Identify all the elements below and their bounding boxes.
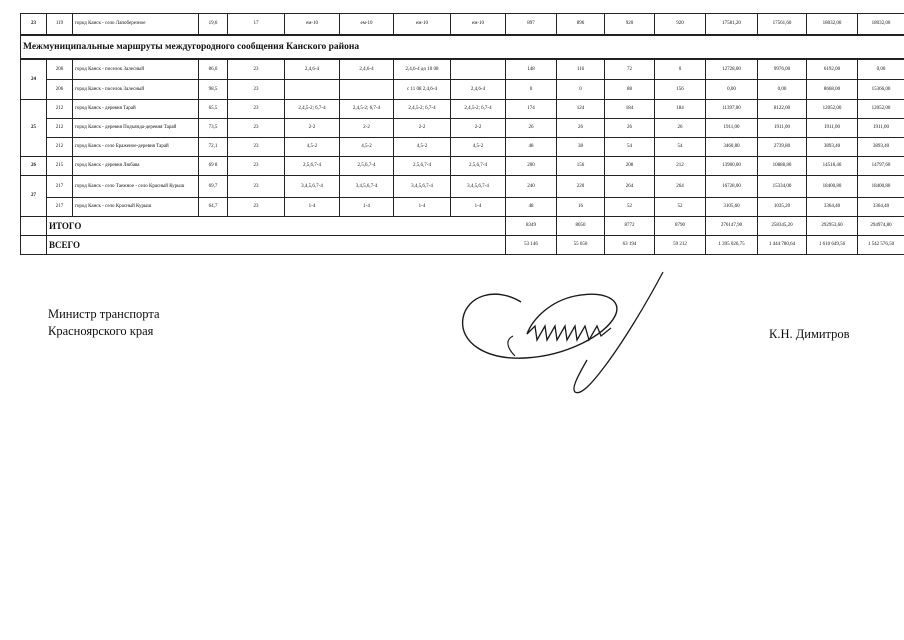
route-number: 215 [47,157,73,176]
schedule-cell: 3,4,5,6,7-4 [285,176,340,198]
route-number: 206 [47,80,73,100]
route-length: 72,1 [199,138,228,157]
schedule-cell [285,80,340,100]
route-number: 212 [47,100,73,119]
route-length: 69,7 [199,176,228,198]
schedule-cell: 2,5,6,7-4 [340,157,394,176]
trips-cell: 0 [506,80,557,100]
mileage-cell: 18032,00 [807,14,858,36]
row-number: 26 [21,157,47,176]
trips-cell: 52 [655,198,706,217]
seat-count: 23 [228,100,285,119]
route-length: 69 8 [199,157,228,176]
grand-trips-cell: 53 146 [506,236,557,255]
mileage-cell: 17561,60 [758,14,807,36]
mileage-cell: 3364,40 [858,198,904,217]
grand-trips-cell: 59 212 [655,236,706,255]
grand-trips-cell: 55 650 [557,236,605,255]
handwritten-signature [455,270,680,398]
schedule-cell: 2,4,6-4 [340,59,394,80]
route-name: город Канск - деревня Любава [73,157,199,176]
route-number: 206 [47,59,73,80]
mileage-cell: 1911,00 [858,119,904,138]
trips-cell: 184 [655,100,706,119]
mileage-cell: 3105,60 [706,198,758,217]
total-mileage-cell: 292953,60 [807,217,858,236]
mileage-cell: 1911,00 [807,119,858,138]
mileage-cell: 8668,00 [807,80,858,100]
route-length: 19,6 [199,14,228,36]
empty-cell [21,236,47,255]
mileage-cell: 0,00 [858,59,904,80]
mileage-cell: 3460,80 [706,138,758,157]
total-trips-cell: 8790 [655,217,706,236]
seat-count: 23 [228,157,285,176]
trips-cell: 897 [506,14,557,36]
mileage-cell: 14797,60 [858,157,904,176]
seat-count: 23 [228,59,285,80]
schedule-cell: ем-10 [340,14,394,36]
grand-mileage-cell: 1 444 780,64 [758,236,807,255]
seat-count: 23 [228,119,285,138]
minister-title-line: Министр транспорта [48,307,160,321]
mileage-cell: 3893,40 [807,138,858,157]
schedule-cell: 3,4,5,6,7-4 [451,176,506,198]
trips-cell: 200 [506,157,557,176]
schedule-cell: 2-2 [340,119,394,138]
route-name: город Канск - село Таежное - село Красный Курыш [73,176,199,198]
table-row [21,157,904,176]
trips-cell: 88 [605,80,655,100]
schedule-cell [340,80,394,100]
mileage-cell: 18400,80 [858,176,904,198]
trips-cell: 184 [605,100,655,119]
trips-cell: 264 [655,176,706,198]
table-row [21,176,904,198]
grand-trips-cell: 63 194 [605,236,655,255]
trips-cell: 26 [605,119,655,138]
seat-count: 23 [228,80,285,100]
mileage-cell: 2739,80 [758,138,807,157]
schedule-cell: 2,5,6,7-4 [285,157,340,176]
schedule-cell: ем-10 [394,14,451,36]
minister-title-line: Красноярского края [48,324,154,338]
mileage-cell: 15334,00 [758,176,807,198]
trips-cell: 116 [557,59,605,80]
schedule-cell: 4,5-2 [340,138,394,157]
mileage-cell: 17581,20 [706,14,758,36]
trips-cell: 54 [605,138,655,157]
schedule-cell: 2,4,5-2; 6,7-4 [451,100,506,119]
total-mileage-cell: 276147,90 [706,217,758,236]
mileage-cell: 9976,00 [758,59,807,80]
trips-cell: 0 [557,80,605,100]
schedule-cell: 2,4,6-4 до 10 08 [394,59,451,80]
total-mileage-cell: 258345,20 [758,217,807,236]
section-header-row [21,35,904,59]
schedule-cell: 1-4 [285,198,340,217]
trips-cell: 220 [557,176,605,198]
grand-mileage-cell: 1 542 576,50 [858,236,904,255]
mileage-cell: 12052,00 [807,100,858,119]
route-number: 217 [47,198,73,217]
schedule-cell: 2,4,6-4 [285,59,340,80]
route-length: 98,5 [199,80,228,100]
schedule-cell: ем-10 [285,14,340,36]
mileage-cell: 1911,00 [706,119,758,138]
mileage-cell: 1911,00 [758,119,807,138]
total-trips-cell: 8050 [557,217,605,236]
trips-cell: 26 [506,119,557,138]
minister-title [48,306,160,340]
trips-cell: 48 [506,138,557,157]
schedule-cell: ем-10 [451,14,506,36]
grand-mileage-cell: 1 610 649,56 [807,236,858,255]
schedule-cell: 2,5,6,7-4 [394,157,451,176]
trips-cell: 54 [655,138,706,157]
table-row [21,59,904,80]
schedule-cell: 1-4 [451,198,506,217]
mileage-cell: 14518,40 [807,157,858,176]
mileage-cell: 12052,00 [858,100,904,119]
trips-cell: 0 [655,59,706,80]
trips-cell: 240 [506,176,557,198]
trips-cell: 16 [557,198,605,217]
route-number: 212 [47,119,73,138]
trips-cell: 26 [557,119,605,138]
trips-cell: 72 [605,59,655,80]
itogo-row [21,217,904,236]
schedule-cell: 1-4 [340,198,394,217]
vsego-label: ВСЕГО [47,236,506,255]
row-number: 27 [21,176,47,217]
total-trips-cell: 8349 [506,217,557,236]
schedule-cell: 3,4,5,6,7-4 [394,176,451,198]
vsego-row [21,236,904,255]
table-row [21,80,904,100]
section-title: Межмуниципальные маршруты междугородного сообщения Канского района [21,35,904,59]
mileage-cell: 3364,40 [807,198,858,217]
empty-cell [21,217,47,236]
table-row [21,14,904,36]
schedule-cell: 2,4,5-2; 6,7-4 [285,100,340,119]
mileage-cell: 0,00 [706,80,758,100]
trips-cell: 156 [557,157,605,176]
row-number: 23 [21,14,47,36]
trips-cell: 38 [557,138,605,157]
schedule-cell: 4,5-2 [394,138,451,157]
schedule-cell: 2,4,5-2; 6,7-4 [394,100,451,119]
trips-cell: 52 [605,198,655,217]
mileage-cell: 12728,00 [706,59,758,80]
trips-cell: 174 [506,100,557,119]
mileage-cell: 18400,80 [807,176,858,198]
route-length: 65,5 [199,100,228,119]
schedule-cell: с 11 08 2,4,6-4 [394,80,451,100]
routes-table [20,13,904,255]
schedule-cell: 3,4,5,6,7-4 [340,176,394,198]
trips-cell: 208 [605,157,655,176]
mileage-cell: 3893,40 [858,138,904,157]
grand-mileage-cell: 1 395 026,75 [706,236,758,255]
trips-cell: 156 [655,80,706,100]
route-length: 73,5 [199,119,228,138]
seat-count: 17 [228,14,285,36]
trips-cell: 26 [655,119,706,138]
mileage-cell: 13960,00 [706,157,758,176]
mileage-cell: 8122,00 [758,100,807,119]
schedule-cell: 4,5-2 [285,138,340,157]
mileage-cell: 16728,00 [706,176,758,198]
schedule-cell: 2-2 [451,119,506,138]
seat-count: 23 [228,176,285,198]
trips-cell: 48 [506,198,557,217]
schedule-cell [451,59,506,80]
route-name: город Канск - село Браженое-деревня Тарай [73,138,199,157]
schedule-cell: 2-2 [394,119,451,138]
row-number: 24 [21,59,47,100]
mileage-cell: 1035,20 [758,198,807,217]
schedule-cell: 4,5-2 [451,138,506,157]
route-name: город Канск - село Лапоберезное [73,14,199,36]
route-name: город Канск - деревня Подъянда-деревня Тарай [73,119,199,138]
table-row [21,198,904,217]
route-name: город Канск - деревня Тарай [73,100,199,119]
total-mileage-cell: 294974,80 [858,217,904,236]
mileage-cell: 15366,00 [858,80,904,100]
mileage-cell: 6192,00 [807,59,858,80]
itogo-label: ИТОГО [47,217,506,236]
route-name: город Канск - поселок Залесный [73,80,199,100]
trips-cell: 148 [506,59,557,80]
mileage-cell: 18032,00 [858,14,904,36]
route-number: 217 [47,176,73,198]
trips-cell: 896 [557,14,605,36]
table-row [21,119,904,138]
seat-count: 23 [228,138,285,157]
route-length: 86,0 [199,59,228,80]
seat-count: 23 [228,198,285,217]
route-name: город Канск - село Красный Курыш [73,198,199,217]
trips-cell: 920 [655,14,706,36]
schedule-cell: 2,5,6,7-4 [451,157,506,176]
table-row [21,100,904,119]
route-name: город Канск - поселок Залесный [73,59,199,80]
trips-cell: 920 [605,14,655,36]
route-length: 64,7 [199,198,228,217]
schedule-cell: 2-2 [285,119,340,138]
route-number: 212 [47,138,73,157]
route-number: 119 [47,14,73,36]
mileage-cell: 10888,80 [758,157,807,176]
mileage-cell: 11397,00 [706,100,758,119]
row-number: 25 [21,100,47,157]
schedule-cell: 1-4 [394,198,451,217]
total-trips-cell: 8772 [605,217,655,236]
signer-name: К.Н. Димитров [769,327,850,341]
schedule-cell: 2,4,6-4 [451,80,506,100]
table-row [21,138,904,157]
trips-cell: 212 [655,157,706,176]
mileage-cell: 0,00 [758,80,807,100]
schedule-cell: 2,4,5-2; 6,7-4 [340,100,394,119]
trips-cell: 124 [557,100,605,119]
trips-cell: 264 [605,176,655,198]
